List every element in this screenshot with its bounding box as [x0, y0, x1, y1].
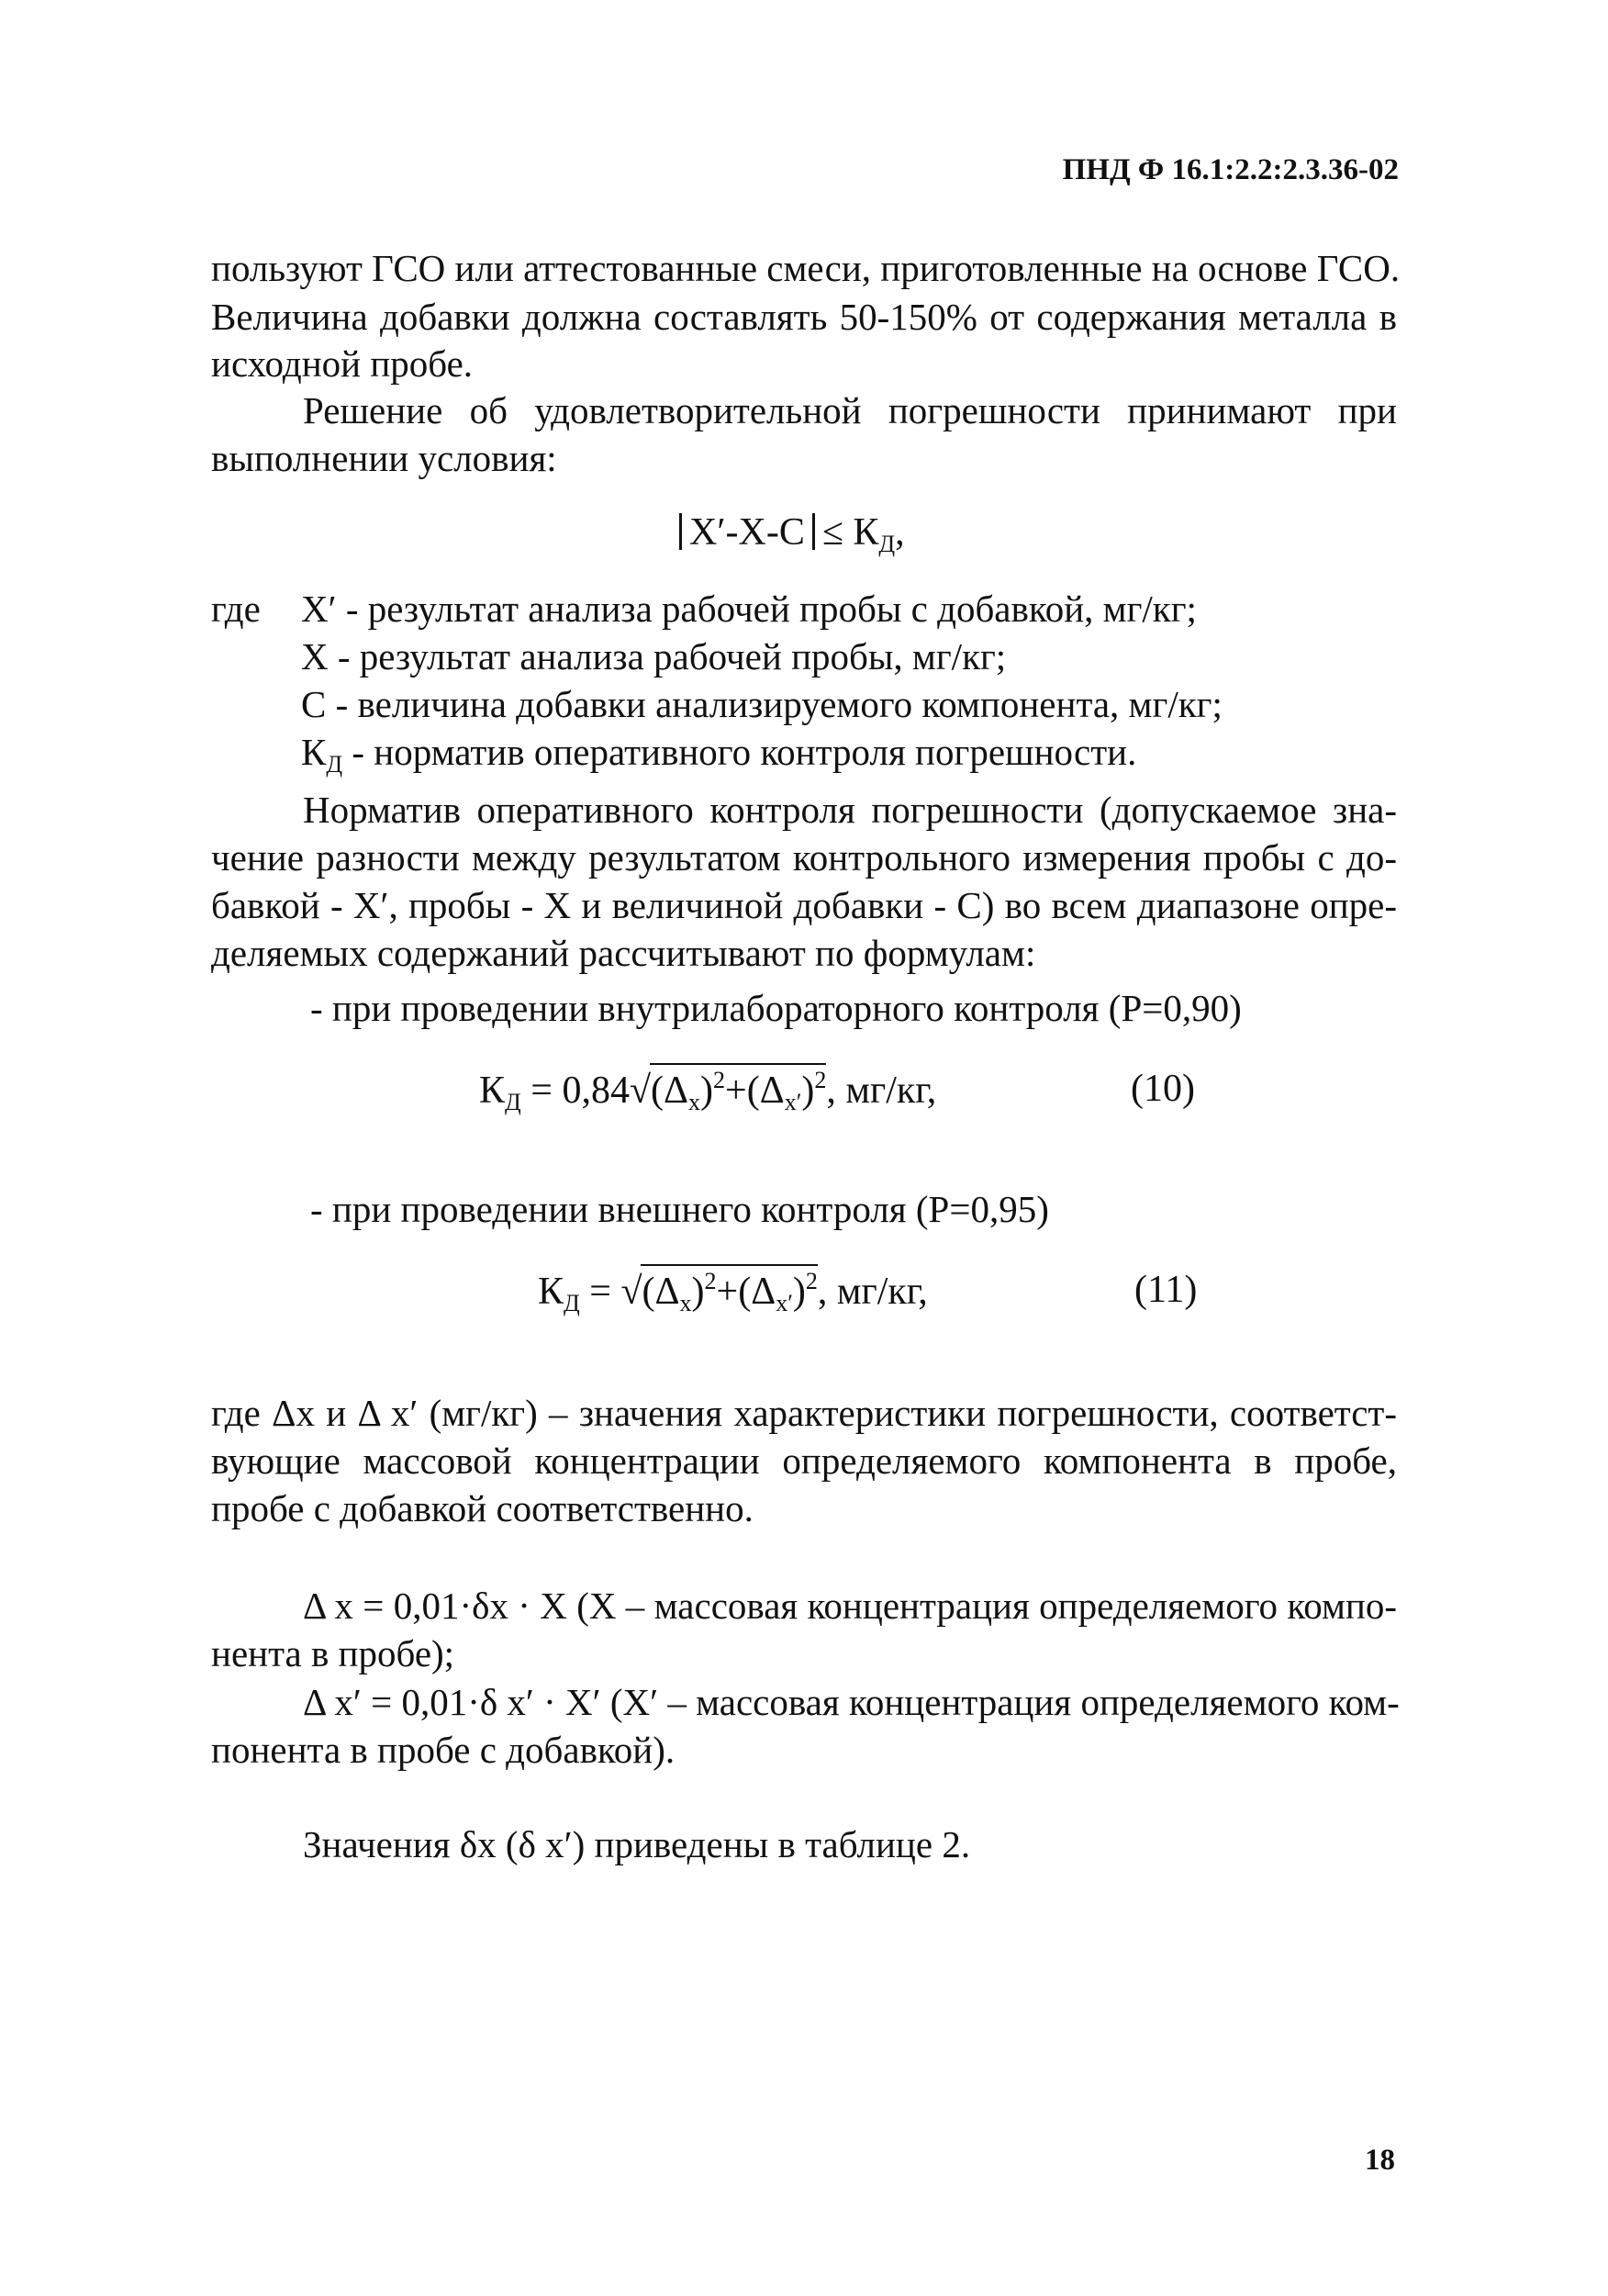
- definition-text: результат анализа рабочей пробы, мг/кг;: [359, 635, 1007, 678]
- sqrt-vinculum: [650, 1063, 826, 1065]
- formula-10-tail: , мг/кг,: [826, 1070, 937, 1112]
- definition-text: величина добавки анализируемого компонента, мг/кг;: [357, 683, 1223, 725]
- definition-item: [301, 632, 1006, 681]
- condition-right: ≤ К: [821, 511, 879, 554]
- condition-left: X′-X-C: [689, 511, 805, 554]
- paragraph-3-line-2: чение разности между результатом контрольного измерения пробы с до-: [211, 836, 1397, 879]
- abs-bar-left: [679, 513, 682, 550]
- definition-item: [301, 727, 1136, 790]
- paragraph-3-line-4: деляемых содержаний рассчитывают по формулам:: [211, 932, 1036, 974]
- definition-dash: -: [337, 635, 351, 678]
- definition-text: результат анализа рабочей пробы с добавкой, мг/кг;: [367, 588, 1197, 630]
- sqrt-vinculum: [641, 1264, 817, 1266]
- definition-text: норматив оперативного контроля погрешности.: [374, 731, 1137, 773]
- condition-formula: [672, 510, 905, 558]
- formula-10-lhs-sub: Д: [505, 1089, 521, 1115]
- formula-11-lhs: К: [538, 1271, 564, 1313]
- paragraph-4-line-1: где Δx и Δ x′ (мг/кг) – значения характеристики погрешности, соответст-: [211, 1392, 1397, 1434]
- formula-11-coef: =: [579, 1271, 621, 1313]
- delta-xp-line-2: понента в пробе с добавкой).: [211, 1729, 676, 1771]
- delta-x-line-1: Δ x = 0,01·δx · X (X – массовая концентрация определяемого компо-: [303, 1585, 1397, 1627]
- abs-bar-right: [812, 513, 815, 550]
- delta-xp-line-1: Δ x′ = 0,01·δ x′ · X′ (X′ – массовая концентрация определяемого ком-: [303, 1681, 1400, 1723]
- formula-11-lhs-sub: Д: [564, 1290, 580, 1316]
- definition-dash: -: [345, 588, 359, 630]
- definitions-intro: где: [211, 588, 261, 630]
- page-number: 18: [1365, 2144, 1395, 2177]
- condition-sub: Д: [878, 531, 896, 557]
- document-id: ПНД Ф 16.1:2.2:2.3.36-02: [1062, 153, 1399, 186]
- equation-number-11: (11): [1134, 1269, 1198, 1311]
- equation-number-10: (10): [1131, 1068, 1195, 1110]
- formula-11: [538, 1268, 928, 1317]
- paragraph-1-line-1: пользуют ГСО или аттестованные смеси, приготовленные на основе ГСО.: [211, 247, 1401, 289]
- definition-item: [301, 679, 1223, 729]
- definition-dash: -: [335, 683, 349, 725]
- paragraph-4-line-3: пробе с добавкой соответственно.: [211, 1487, 754, 1529]
- definition-term: К: [301, 731, 327, 773]
- definition-dash: -: [352, 731, 365, 773]
- definition-item: [301, 584, 1197, 633]
- external-control-label: - при проведении внешнего контроля (P=0,95): [310, 1188, 1049, 1230]
- formula-10-lhs: К: [479, 1070, 506, 1112]
- definition-term-sub: Д: [326, 751, 343, 778]
- condition-tail: ,: [895, 511, 905, 554]
- paragraph-4-line-2: вующие массовой концентрации определяемого компонента в пробе,: [211, 1439, 1397, 1482]
- formula-10-coef: = 0,84: [520, 1070, 630, 1112]
- paragraph-3-line-1: Норматив оперативного контроля погрешности (допускаемое зна-: [303, 789, 1397, 831]
- formula-10: [479, 1067, 936, 1116]
- paragraph-2-line-1: Решение об удовлетворительной погрешности принимают при: [303, 389, 1397, 431]
- sqrt-expression: √ $(\Delta_x)^2+(\Delta_{x'})^2$: [630, 1067, 826, 1116]
- paragraph-1-line-2: Величина добавки должна составлять 50-150% от содержания металла в: [211, 296, 1397, 338]
- closing-sentence: Значения δx (δ x′) приведены в таблице 2.: [303, 1823, 971, 1865]
- definition-term: C: [301, 683, 327, 725]
- paragraph-3-line-3: бавкой - X′, пробы - X и величиной добавки - C) во всем диапазоне опре-: [211, 884, 1397, 926]
- sqrt-expression: √ $(\Delta_x)^2+(\Delta_{x'})^2$: [620, 1268, 817, 1317]
- definition-term: X′: [301, 588, 337, 630]
- internal-control-label: - при проведении внутрилабораторного контроля (P=0,90): [310, 987, 1242, 1029]
- paragraph-2-line-2: выполнении условия:: [211, 437, 557, 479]
- paragraph-1-line-3: исходной пробе.: [211, 342, 474, 385]
- formula-11-tail: , мг/кг,: [817, 1271, 928, 1313]
- definition-term: X: [301, 635, 329, 678]
- delta-x-line-2: нента в пробе);: [211, 1632, 455, 1674]
